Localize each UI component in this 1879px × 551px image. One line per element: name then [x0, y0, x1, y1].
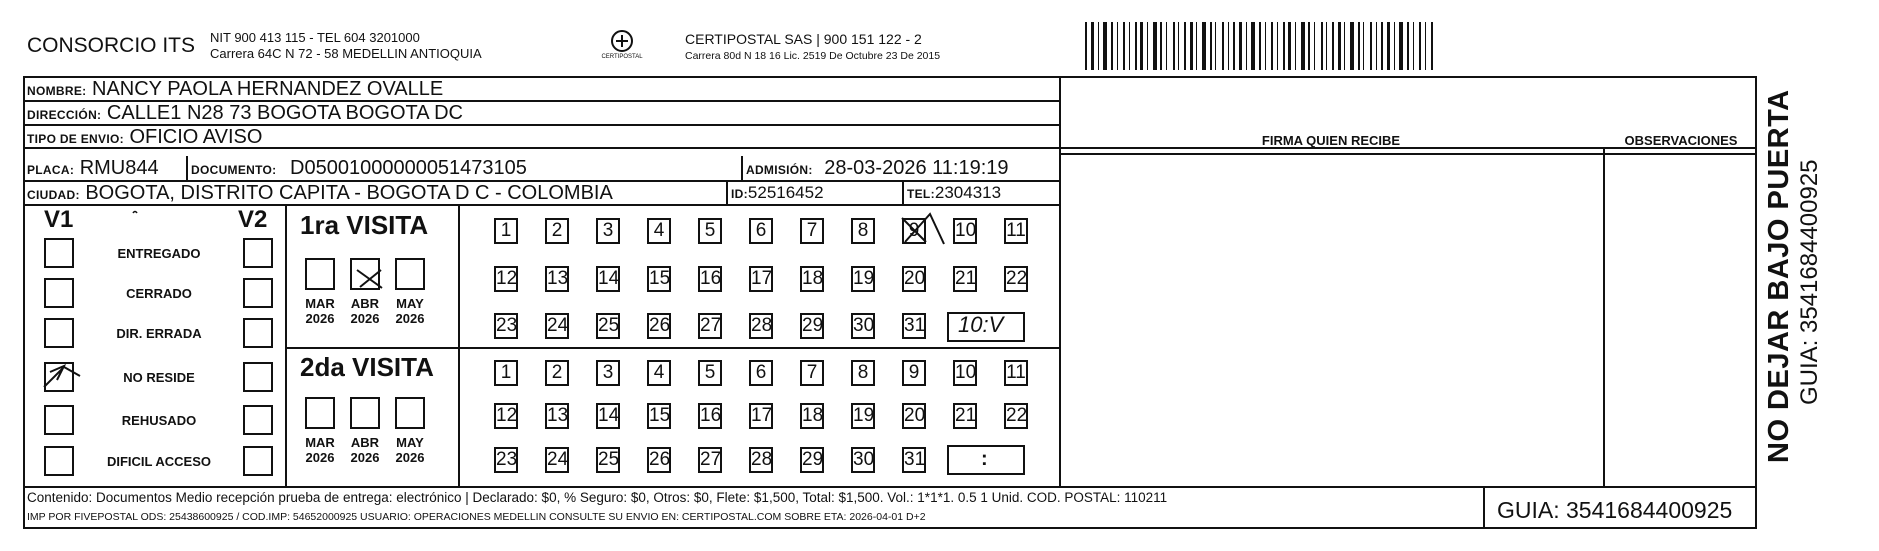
v2-checkbox[interactable] [243, 405, 273, 435]
first-visit-day[interactable]: 25 [596, 313, 620, 339]
second-visit-day[interactable]: 28 [749, 447, 773, 473]
observations-area[interactable] [1605, 155, 1755, 484]
plate-cell [27, 157, 159, 180]
certipostal-logo [597, 27, 647, 67]
first-visit-day[interactable]: 12 [494, 266, 518, 292]
second-visit-day[interactable]: 11 [1004, 360, 1028, 386]
first-visit-day[interactable]: 11 [1004, 218, 1028, 244]
month-checkbox-may[interactable] [395, 258, 425, 290]
v1-checkbox[interactable] [44, 446, 74, 476]
first-visit-day[interactable]: 23 [494, 313, 518, 339]
document-cell [191, 157, 527, 180]
first-visit-day[interactable]: 30 [851, 313, 875, 339]
first-visit-day[interactable]: 20 [902, 266, 926, 292]
second-visit-day[interactable]: 9 [902, 360, 926, 386]
first-visit-day[interactable]: 27 [698, 313, 722, 339]
certipostal-line1: CERTIPOSTAL SAS | 900 151 122 - 2 [685, 31, 922, 47]
first-visit-day[interactable]: 13 [545, 266, 569, 292]
year-label: 2026 [350, 450, 380, 465]
signature-header: FIRMA QUIEN RECIBE [1261, 133, 1401, 148]
first-visit-day[interactable]: 8 [851, 218, 875, 244]
v1-checkbox[interactable] [44, 278, 74, 308]
first-visit-day[interactable]: 29 [800, 313, 824, 339]
document-value: D05001000000051473105 [290, 157, 527, 179]
status-label: NO RESIDE [123, 370, 195, 385]
signature-area[interactable] [1061, 155, 1601, 484]
first-visit-title: 1ra VISITA [300, 210, 429, 240]
first-visit-day[interactable]: 15 [647, 266, 671, 292]
plate-value: RMU844 [79, 157, 159, 179]
recipient-address: CALLE1 N28 73 BOGOTA BOGOTA DC [106, 102, 463, 124]
first-visit-day[interactable]: 16 [698, 266, 722, 292]
second-visit-day[interactable]: 10 [953, 360, 977, 386]
status-label: CERRADO [126, 286, 192, 301]
second-visit-day[interactable]: 31 [902, 447, 926, 473]
first-visit-day[interactable]: 17 [749, 266, 773, 292]
first-visit-day[interactable]: 6 [749, 218, 773, 244]
observations-header: OBSERVACIONES [1624, 133, 1738, 148]
month-label: MAR [305, 435, 335, 450]
month-label: MAY [396, 296, 424, 311]
second-visit-day[interactable]: 5 [698, 360, 722, 386]
tel-value: 2304313 [934, 183, 1002, 202]
second-visit-day[interactable]: 7 [800, 360, 824, 386]
first-visit-day[interactable]: 10 [953, 218, 977, 244]
side-warning: NO DEJAR BAJO PUERTA [1763, 89, 1795, 463]
city-cell [27, 182, 613, 205]
second-visit-day[interactable]: 21 [953, 403, 977, 429]
v2-label: V2 [238, 206, 268, 233]
month-checkbox-mar[interactable] [305, 258, 335, 290]
id-value: 52516452 [747, 183, 824, 202]
status-label: ENTREGADO [117, 246, 201, 261]
v2-checkbox[interactable] [243, 362, 273, 392]
certipostal-line2: Carrera 80d N 18 16 Lic. 2519 De Octubre 23 De 2015 [685, 50, 941, 62]
second-visit-day[interactable]: 22 [1004, 403, 1028, 429]
first-visit-day[interactable]: 7 [800, 218, 824, 244]
second-visit-day[interactable]: 25 [596, 447, 620, 473]
tel-label: TEL: [907, 187, 935, 201]
year-label: 2026 [395, 311, 425, 326]
month-checkbox-mar[interactable] [305, 397, 335, 429]
address-row [27, 102, 463, 125]
name-label: NOMBRE: [27, 84, 87, 98]
second-visit-time: : [981, 448, 988, 470]
status-label: DIR. ERRADA [116, 326, 202, 341]
first-visit-day[interactable]: 18 [800, 266, 824, 292]
v2-checkbox[interactable] [243, 318, 273, 348]
second-visit-day[interactable]: 30 [851, 447, 875, 473]
second-visit-day[interactable]: 17 [749, 403, 773, 429]
second-visit-day[interactable]: 16 [698, 403, 722, 429]
status-label: REHUSADO [121, 413, 197, 428]
month-checkbox-may[interactable] [395, 397, 425, 429]
logo-caption: CERTIPOSTAL [601, 54, 643, 60]
year-label: 2026 [305, 450, 335, 465]
v2-checkbox[interactable] [243, 238, 273, 268]
first-visit-day[interactable]: 19 [851, 266, 875, 292]
document-label: DOCUMENTO: [191, 163, 277, 177]
month-label: ABR [350, 296, 380, 311]
admission-cell [746, 157, 1009, 180]
first-visit-day[interactable]: 31 [902, 313, 926, 339]
recipient-name: NANCY PAOLA HERNANDEZ OVALLE [92, 78, 444, 100]
side-guia: GUIA: 3541684400925 [1796, 159, 1823, 405]
year-label: 2026 [395, 450, 425, 465]
second-visit-day[interactable]: 24 [545, 447, 569, 473]
second-visit-day[interactable]: 14 [596, 403, 620, 429]
second-visit-day[interactable]: 4 [647, 360, 671, 386]
second-visit-day[interactable]: 8 [851, 360, 875, 386]
first-visit-day[interactable]: 1 [494, 218, 518, 244]
v1-checkbox[interactable] [44, 318, 74, 348]
second-visit-day[interactable]: 12 [494, 403, 518, 429]
second-visit-day[interactable]: 18 [800, 403, 824, 429]
year-label: 2026 [305, 311, 335, 326]
second-visit-day[interactable]: 2 [545, 360, 569, 386]
second-visit-day[interactable]: 1 [494, 360, 518, 386]
first-visit-day[interactable]: 2 [545, 218, 569, 244]
footer-guia: GUIA: 3541684400925 [1497, 497, 1733, 523]
tel-cell [907, 183, 1001, 203]
first-visit-time: 10:V [958, 312, 1004, 337]
v2-checkbox[interactable] [243, 278, 273, 308]
address-label: DIRECCIÓN: [27, 108, 102, 122]
month-checkbox-abr[interactable] [350, 258, 380, 290]
first-visit-day[interactable]: 22 [1004, 266, 1028, 292]
v1-label: V1 [44, 206, 74, 233]
second-visit-day[interactable]: 15 [647, 403, 671, 429]
id-cell [731, 183, 824, 203]
company-name: CONSORCIO ITS [27, 34, 196, 57]
first-visit-day[interactable]: 14 [596, 266, 620, 292]
shipment-type: OFICIO AVISO [129, 126, 263, 148]
second-visit-day[interactable]: 6 [749, 360, 773, 386]
second-visit-day[interactable]: 26 [647, 447, 671, 473]
first-visit-day[interactable]: 28 [749, 313, 773, 339]
id-label: ID: [731, 187, 748, 201]
year-label: 2026 [350, 311, 380, 326]
v2-checkbox[interactable] [243, 446, 273, 476]
nit-line: NIT 900 413 115 - TEL 604 3201000 [210, 30, 420, 45]
month-label: ABR [350, 435, 380, 450]
v1-checkbox[interactable] [44, 238, 74, 268]
admission-label: ADMISIÓN: [746, 163, 813, 177]
imp-line: IMP POR FIVEPOSTAL ODS: 25438600925 / COD.IMP: 54652000925 USUARIO: OPERACIONES MEDELLIN CONSULTE SU ENVIO EN: CERTIPOSTAL.COM SOBRE ETA: 2026-04-01 D+2 [27, 511, 926, 523]
first-visit-day[interactable]: 4 [647, 218, 671, 244]
city-label: CIUDAD: [27, 188, 80, 202]
month-label: MAY [396, 435, 424, 450]
first-visit-day[interactable]: 5 [698, 218, 722, 244]
city-value: BOGOTA, DISTRITO CAPITA - BOGOTA D C - COLOMBIA [85, 182, 613, 204]
status-label: DIFICIL ACCESO [106, 454, 211, 469]
first-visit-day[interactable]: 26 [647, 313, 671, 339]
first-visit-day[interactable]: 3 [596, 218, 620, 244]
v1-checkbox[interactable] [44, 405, 74, 435]
content-line: Contenido: Documentos Medio recepción prueba de entrega: electrónico | Declarado: $0, % Seguro: $0, Otros: $0, Flete: $1,500, Total: $1,500. Vol.: 1*1*1. 0.5 1 Unid. COD. POSTAL: 110211 [27, 490, 1168, 505]
first-visit-day[interactable]: 21 [953, 266, 977, 292]
month-checkbox-abr[interactable] [350, 397, 380, 429]
name-row [27, 78, 443, 101]
second-visit-day[interactable]: 3 [596, 360, 620, 386]
second-visit-day[interactable]: 20 [902, 403, 926, 429]
company-address: Carrera 64C N 72 - 58 MEDELLIN ANTIOQUIA [210, 46, 482, 61]
barcode [1085, 22, 1435, 70]
type-label: TIPO DE ENVIO: [27, 132, 124, 146]
first-visit-day[interactable]: 9 [902, 218, 926, 244]
second-visit-day[interactable]: 23 [494, 447, 518, 473]
second-visit-day[interactable]: 13 [545, 403, 569, 429]
second-visit-day[interactable]: 27 [698, 447, 722, 473]
admission-value: 28-03-2026 11:19:19 [824, 157, 1009, 179]
first-visit-day[interactable]: 24 [545, 313, 569, 339]
type-row [27, 126, 262, 149]
v1-checkbox[interactable] [44, 362, 74, 392]
second-visit-day[interactable]: 19 [851, 403, 875, 429]
plate-label: PLACA: [27, 163, 75, 177]
second-visit-day[interactable]: 29 [800, 447, 824, 473]
second-visit-title: 2da VISITA [300, 352, 434, 382]
month-label: MAR [305, 296, 335, 311]
